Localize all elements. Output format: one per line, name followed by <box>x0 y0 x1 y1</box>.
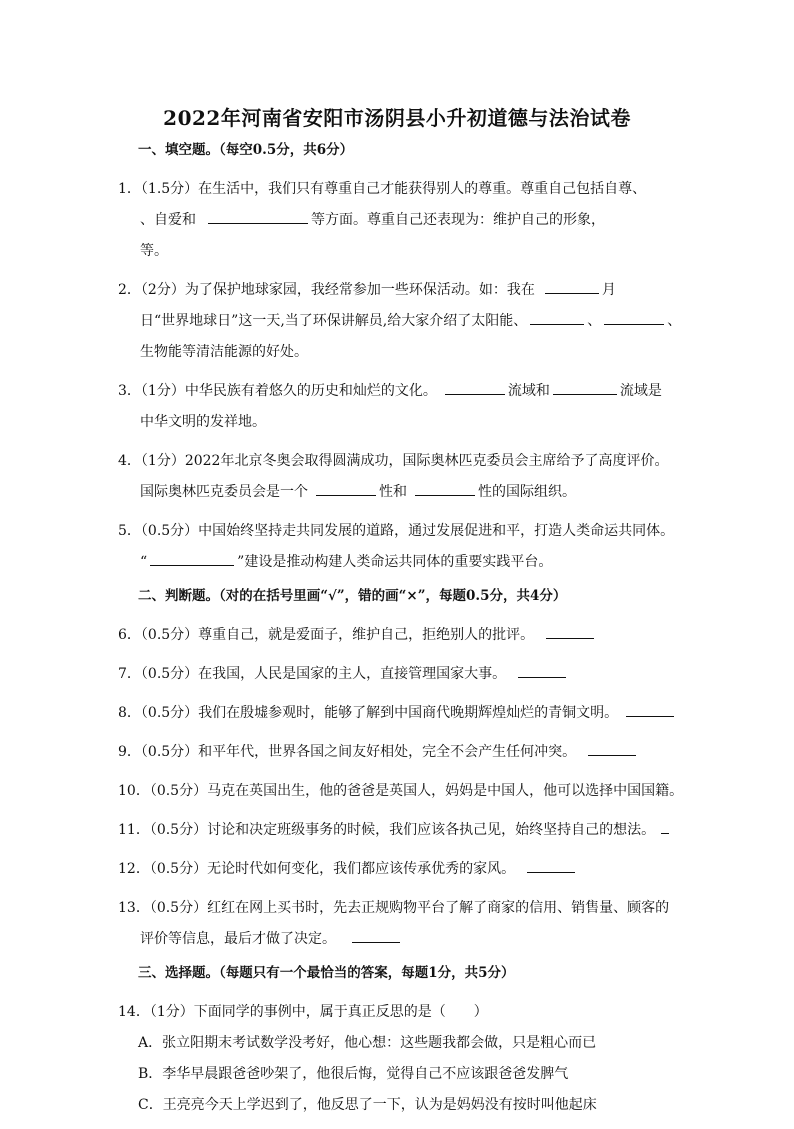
question-5: 5．（0.5分）中国始终坚持走共同发展的道路，通过发展促进和平，打造人类命运共同体。 “ ”建设是推动构建人类命运共同体的重要实践平台。 <box>118 523 675 570</box>
answer-blank[interactable] <box>545 277 599 294</box>
answer-blank[interactable] <box>415 479 475 496</box>
answer-blank[interactable] <box>604 308 664 325</box>
question-4: 4．（1分）2022年北京冬奥会取得圆满成功，国际奥林匹克委员会主席给予了高度评价。 国际奥林匹克委员会是一个 性和 性的国际组织。 <box>118 453 669 500</box>
question-14: 14．（1分）下面同学的事例中，属于真正反思的是（ ） A．张立阳期末考试数学没考好，他心想：这些题我都会做，只是粗心而已 B．李华早晨跟爸爸吵架了，他很后悔，觉得自己不应该跟爸爸发脾气 C．王亮亮今天上学迟到了，他反思了一下，认为是妈妈没有按时叫他起床 <box>118 997 676 1121</box>
options-list <box>118 1028 676 1121</box>
question-8: 8．（0.5分）我们在殷墟参观时，能够了解到中国商代晚期辉煌灿烂的青铜文明。 <box>118 698 676 729</box>
answer-blank[interactable] <box>626 700 674 717</box>
section-multiple-choice: 三、选择题。（每题只有一个最恰当的答案，每题1分，共5分） <box>138 965 515 981</box>
question-11: 11．（0.5分）讨论和决定班级事务的时候，我们应该各执己见，始终坚持自己的想法。 <box>118 815 676 846</box>
answer-blank[interactable] <box>208 207 308 224</box>
question-6: 6．（0.5分）尊重自己，就是爱面子，维护自己，拒绝别人的批评。 <box>118 620 676 651</box>
section-fill-blank: 一、填空题。（每空0.5分，共6分） <box>138 142 354 158</box>
option-a[interactable]: A．张立阳期末考试数学没考好，他心想：这些题我都会做，只是粗心而已 <box>138 1035 597 1051</box>
answer-blank[interactable] <box>518 661 566 678</box>
exam-content <box>118 140 684 1129</box>
answer-blank[interactable] <box>445 378 505 395</box>
question-10: 10．（0.5分）马克在英国出生，他的爸爸是英国人，妈妈是中国人，他可以选择中国国籍。 <box>118 783 684 799</box>
option-c[interactable]: C．王亮亮今天上学迟到了，他反思了一下，认为是妈妈没有按时叫他起床 <box>138 1097 597 1113</box>
question-2: 2．（2分）为了保护地球家园，我经常参加一些环保活动。如：我在 月 日“世界地球日”这一天,当了环保讲解员,给大家介绍了太阳能、 、 、 生物能等清洁能源的好处。 <box>118 275 676 368</box>
answer-blank[interactable] <box>352 926 400 943</box>
question-12: 12．（0.5分）无论时代如何变化，我们都应该传承优秀的家风。 <box>118 854 676 885</box>
page-title: 2022年河南省安阳市汤阴县小升初道德与法治试卷 <box>163 106 631 130</box>
answer-blank[interactable] <box>316 479 376 496</box>
section-true-false: 二、判断题。（对的在括号里画“√”，错的画“×”，每题0.5分，共4分） <box>138 588 567 604</box>
question-13: 13．（0.5分）红红在网上买书时，先去正规购物平台了解了商家的信用、销售量、顾客的 评价等信息，最后才做了决定。 <box>118 900 670 947</box>
question-7: 7．（0.5分）在我国，人民是国家的主人，直接管理国家大事。 <box>118 659 676 690</box>
answer-blank[interactable] <box>150 549 234 566</box>
question-3: 3．（1分）中华民族有着悠久的历史和灿烂的文化。 流域和 流域是 中华文明的发祥地。 <box>118 376 676 438</box>
question-9: 9．（0.5分）和平年代，世界各国之间友好相处，完全不会产生任何冲突。 <box>118 737 676 768</box>
option-b[interactable]: B．李华早晨跟爸爸吵架了，他很后悔，觉得自己不应该跟爸爸发脾气 <box>138 1066 569 1082</box>
answer-blank[interactable] <box>661 817 669 834</box>
answer-blank[interactable] <box>588 739 636 756</box>
answer-blank[interactable] <box>527 856 575 873</box>
answer-blank[interactable] <box>546 622 594 639</box>
answer-blank[interactable] <box>553 378 617 395</box>
answer-blank[interactable] <box>530 308 584 325</box>
question-1: 1．（1.5分）在生活中，我们只有尊重自己才能获得别人的尊重。尊重自己包括自尊、 、自爱和 等方面。尊重自己还表现为：维护自己的形象， 等。 <box>118 181 647 259</box>
